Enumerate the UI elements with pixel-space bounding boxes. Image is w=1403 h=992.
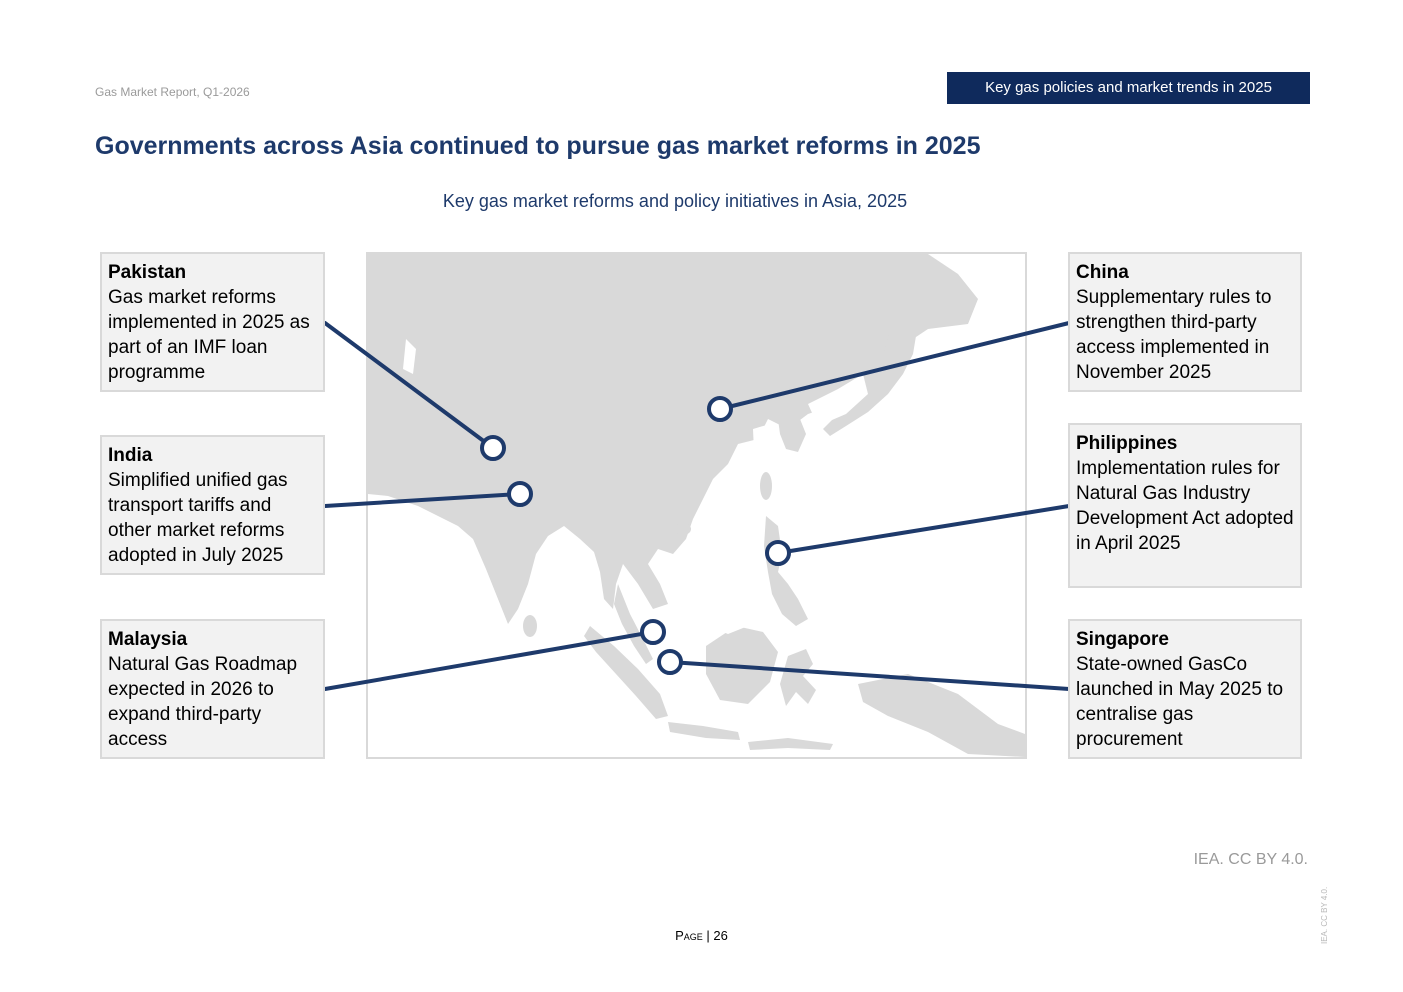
callout-country: Singapore: [1076, 629, 1169, 650]
callout-text: Implementation rules for Natural Gas Industry Development Act adopted in April 2025: [1076, 458, 1294, 554]
callout-text: Gas market reforms implemented in 2025 as part of an IMF loan programme: [108, 287, 310, 383]
connector-india: [325, 494, 520, 506]
marker-pakistan: [482, 437, 504, 459]
callout-text: State-owned GasCo launched in May 2025 to centralise gas procurement: [1076, 654, 1284, 750]
page-word: Page: [675, 928, 703, 943]
marker-philippines: [767, 542, 789, 564]
callout-country: Malaysia: [108, 629, 188, 650]
callout-text: Simplified unified gas transport tariffs and other market reforms adopted in July 2025: [108, 470, 288, 566]
page-number-value: | 26: [706, 928, 728, 943]
page-title: Governments across Asia continued to pursue gas market reforms in 2025: [95, 132, 981, 160]
marker-malaysia: [642, 621, 664, 643]
page-number: [0, 928, 1403, 943]
section-tag: Key gas policies and market trends in 2025: [947, 72, 1310, 104]
connector-singapore: [670, 662, 1069, 689]
connector-china: [720, 323, 1069, 409]
figure-title: Key gas market reforms and policy initiatives in Asia, 2025: [442, 191, 908, 211]
callout-text: Natural Gas Roadmap expected in 2026 to expand third-party access: [108, 654, 298, 750]
connector-philippines: [778, 506, 1069, 553]
callout-country: India: [108, 445, 153, 466]
connector-pakistan: [325, 323, 493, 448]
callout-pakistan: [100, 252, 325, 392]
marker-china: [709, 398, 731, 420]
marker-singapore: [659, 651, 681, 673]
callout-singapore: [1068, 619, 1302, 759]
vertical-license-text: IEA. CC BY 4.0.: [1320, 886, 1329, 944]
callout-china: [1068, 252, 1302, 392]
callout-country: China: [1076, 262, 1129, 283]
license-text: IEA. CC BY 4.0.: [1193, 851, 1308, 868]
callout-india: [100, 435, 325, 575]
callout-philippines: [1068, 423, 1302, 588]
callout-country: Philippines: [1076, 433, 1178, 454]
callout-country: Pakistan: [108, 262, 187, 283]
report-name: Gas Market Report, Q1-2026: [95, 85, 250, 99]
callout-text: Supplementary rules to strengthen third-party access implemented in November 2025: [1076, 287, 1272, 383]
marker-india: [509, 483, 531, 505]
connector-malaysia: [325, 632, 653, 689]
callout-malaysia: [100, 619, 325, 759]
